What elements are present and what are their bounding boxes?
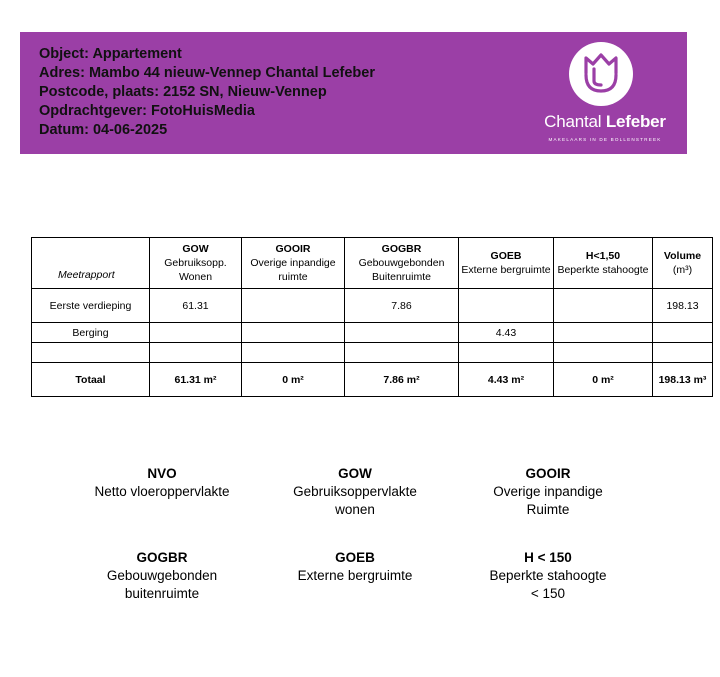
legend-desc: Ruimte	[526, 502, 570, 517]
column-code: GOGBR	[381, 243, 422, 255]
table-row	[32, 343, 713, 363]
logo-name-last: Lefeber	[605, 112, 666, 131]
legend-desc: wonen	[335, 502, 375, 517]
table-cell	[653, 323, 713, 343]
table-cell	[459, 343, 554, 363]
column-header	[459, 238, 554, 289]
table-cell	[150, 343, 242, 363]
legend-code: GOGBR	[136, 550, 188, 565]
column-header	[345, 238, 459, 289]
column-desc: Beperkte stahoogte	[557, 264, 649, 276]
table-cell	[345, 323, 459, 343]
legend-code: H < 150	[524, 550, 572, 565]
table-cell	[242, 343, 345, 363]
total-cell: 61.31 m²	[150, 363, 242, 397]
legend-desc: Overige inpandige	[493, 484, 603, 499]
legend-item	[448, 549, 648, 603]
column-code: GOW	[182, 243, 209, 255]
column-code: GOOIR	[275, 243, 311, 255]
table-corner-label: Meetrapport	[32, 238, 150, 289]
column-header	[242, 238, 345, 289]
row-label	[32, 343, 150, 363]
logo-emblem	[569, 42, 633, 106]
legend-desc: Netto vloeroppervlakte	[94, 484, 230, 499]
column-desc: Gebouwgebonden Buitenruimte	[358, 257, 445, 283]
legend-desc: < 150	[530, 586, 566, 601]
legend-item	[255, 465, 455, 519]
legend-item	[62, 465, 262, 501]
logo-name-first: Chantal	[544, 112, 606, 131]
legend-code: GOEB	[335, 550, 375, 565]
object-address: Adres: Mambo 44 nieuw-Vennep Chantal Lefeber	[39, 65, 375, 81]
legend-item	[62, 549, 262, 603]
table-total-row	[32, 363, 713, 397]
logo-tagline: MAKELAARS IN DE BOLLENSTREEK	[548, 137, 662, 142]
column-header	[150, 238, 242, 289]
table-cell	[653, 343, 713, 363]
object-type: Object: Appartement	[39, 46, 182, 62]
legend-desc: Gebruiksoppervlakte	[293, 484, 417, 499]
total-cell: 0 m²	[554, 363, 653, 397]
column-desc: Overige inpandige ruimte	[250, 257, 336, 283]
legend-item	[255, 549, 455, 585]
legend-code: GOOIR	[525, 466, 571, 481]
table-row	[32, 289, 713, 323]
object-postcode: Postcode, plaats: 2152 SN, Nieuw-Vennep	[39, 84, 327, 100]
logo-wordmark	[535, 112, 675, 132]
column-code: GOEB	[490, 250, 522, 262]
table-cell: 7.86	[345, 289, 459, 323]
legend-code: NVO	[147, 466, 177, 481]
table-cell	[242, 289, 345, 323]
column-header	[653, 238, 713, 289]
legend-desc: Beperkte stahoogte	[489, 568, 607, 583]
object-date: Datum: 04-06-2025	[39, 122, 168, 138]
legend-desc: buitenruimte	[124, 586, 200, 601]
table-header-row	[32, 238, 713, 289]
company-logo	[535, 42, 675, 150]
column-code: Volume	[663, 250, 702, 262]
total-label: Totaal	[32, 363, 150, 397]
total-cell: 0 m²	[242, 363, 345, 397]
table-cell	[242, 323, 345, 343]
object-client: Opdrachtgever: FotoHuisMedia	[39, 103, 255, 119]
table-cell	[150, 323, 242, 343]
row-label: Berging	[32, 323, 150, 343]
table-cell: 198.13	[653, 289, 713, 323]
row-label: Eerste verdieping	[32, 289, 150, 323]
column-desc: Externe bergruimte	[461, 264, 551, 276]
object-info	[39, 45, 375, 140]
legend-item	[448, 465, 648, 519]
column-desc: Gebruiksopp. Wonen	[164, 257, 227, 283]
table-cell: 61.31	[150, 289, 242, 323]
legend-desc: Externe bergruimte	[297, 568, 413, 583]
table-cell	[554, 323, 653, 343]
column-code: H<1,50	[585, 250, 621, 262]
total-cell: 198.13 m³	[653, 363, 713, 397]
table-cell	[554, 343, 653, 363]
column-header	[554, 238, 653, 289]
table-cell	[459, 289, 554, 323]
tulip-icon	[579, 51, 623, 97]
table-cell	[345, 343, 459, 363]
table-cell: 4.43	[459, 323, 554, 343]
total-cell: 4.43 m²	[459, 363, 554, 397]
table-cell	[554, 289, 653, 323]
column-desc: (m³)	[672, 264, 693, 276]
legend-desc: Gebouwgebonden	[106, 568, 218, 583]
table-row	[32, 323, 713, 343]
total-cell: 7.86 m²	[345, 363, 459, 397]
measurement-table	[31, 237, 713, 397]
legend-code: GOW	[338, 466, 372, 481]
report-header	[20, 32, 687, 154]
